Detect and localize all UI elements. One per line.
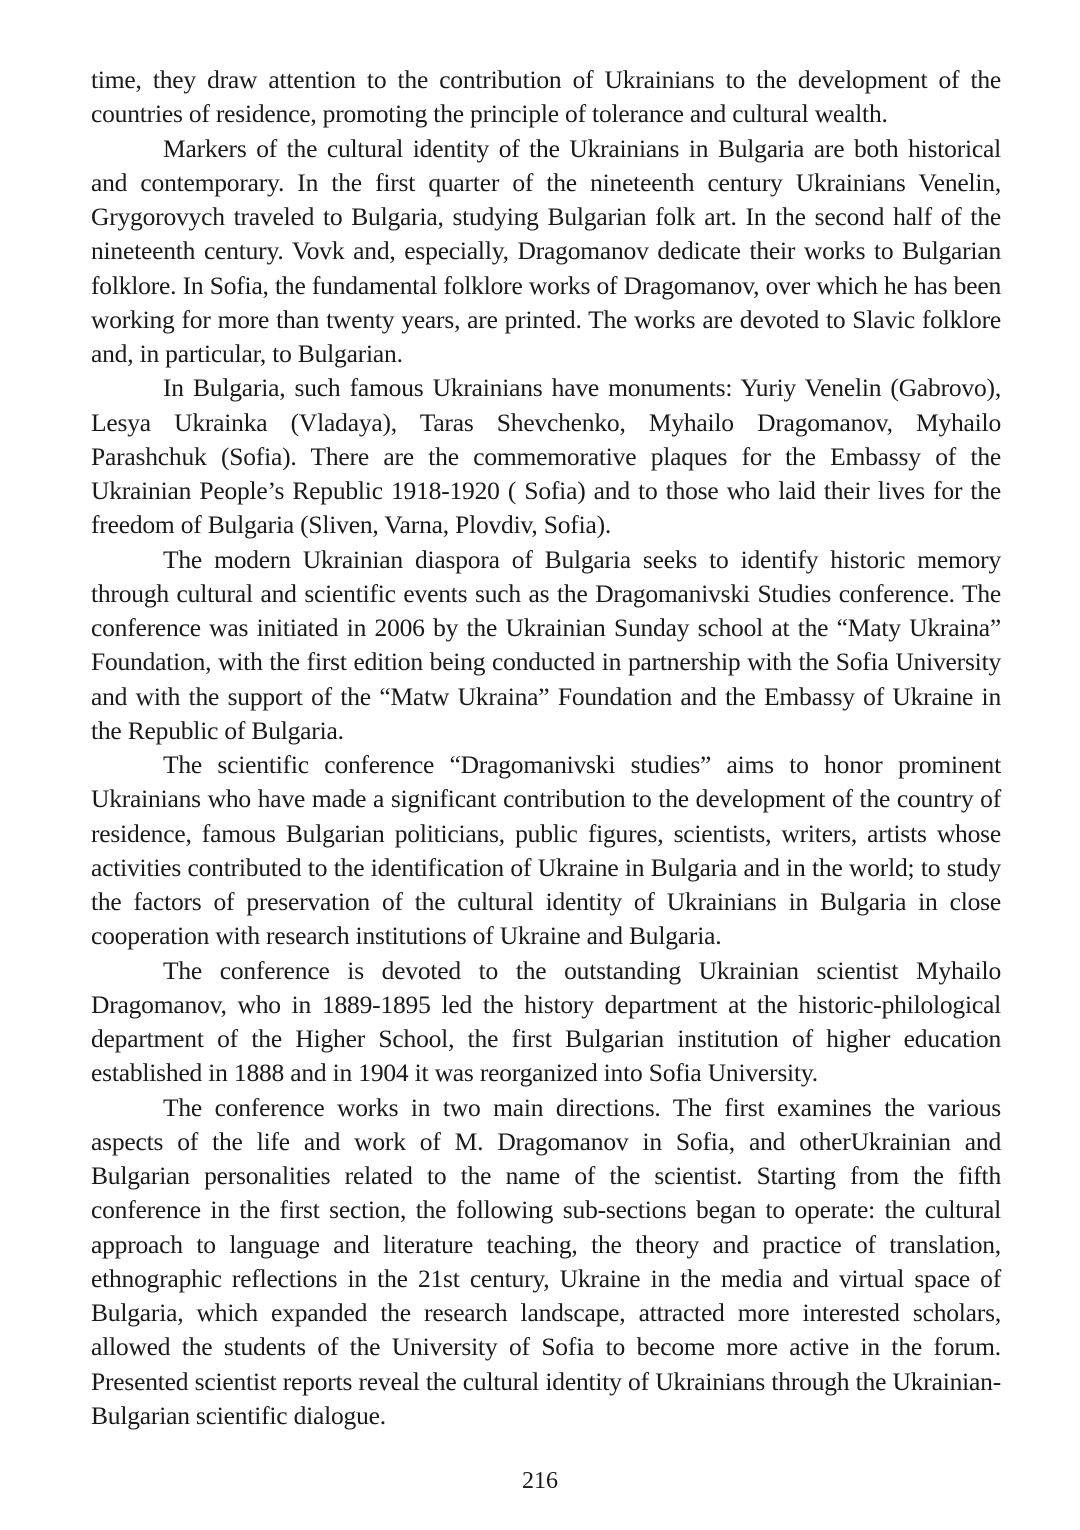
page-number: 216: [522, 1468, 558, 1494]
paragraph-markers-identity: Markers of the cultural identity of the Ukrainians in Bulgaria are both historical and contemporary. In the first quarter of the nineteenth century Ukrainians Venelin, Grygorovych traveled to Bulgaria, studying Bulgarian folk art. In the second half of the nineteenth century. Vovk and, especially, Dragomanov dedicate their works to Bulgarian folklore. In Sofia, the fundamental folklore works of Dragomanov, over which he has been working for more than twenty years, are printed. The works are devoted to Slavic folklore and, in particular, to Bulgarian.: [91, 133, 1001, 368]
paragraph-directions: The conference works in two main directions. The first examines the various aspects of the life and work of M. Dragomanov in Sofia, and otherUkrainian and Bulgarian personalities related to the name of the scientist. Starting from the fifth conference in the first section, the following sub-sections began to operate: the cultural approach to language and literature teaching, the theory and practice of translation, ethnographic reflections in the 21st century, Ukraine in the media and virtual space of Bulgaria, which expanded the research landscape, attracted more interested scholars, allowed the students of the University of Sofia to become more active in the forum. Presented scientist reports reveal the cultural identity of Ukrainians through the Ukrainian-Bulgarian scientific dialogue.: [91, 1092, 1001, 1430]
paragraph-diaspora: The modern Ukrainian diaspora of Bulgaria seeks to identify historic memory through cultural and scientific events such as the Dragomanivski Studies conference. The conference was initiated in 2006 by the Ukrainian Sunday school at the “Maty Ukraina” Foundation, with the first edition being conducted in partnership with the Sofia University and with the support of the “Matw Ukraina” Foundation and the Embassy of Ukraine in the Republic of Bulgaria.: [91, 544, 1001, 745]
body-text: [91, 63, 1001, 1433]
paragraph-conference-aims: The scientific conference “Dragomanivski studies” aims to honor prominent Ukrainians who have made a significant contribution to the development of the country of residence, famous Bulgarian politicians, public figures, scientists, writers, artists whose activities contributed to the identification of Ukraine in Bulgaria and in the world; to study the factors of preservation of the cultural identity of Ukrainians in Bulgaria in close cooperation with research institutions of Ukraine and Bulgaria.: [91, 750, 1001, 951]
paragraph-continued: time, they draw attention to the contribution of Ukrainians to the development of the countries of residence, promoting the principle of tolerance and cultural wealth.: [91, 65, 1001, 129]
paragraph-monuments: In Bulgaria, such famous Ukrainians have monuments: Yuriy Venelin (Gabrovo), Lesya Ukrainka (Vladaya), Taras Shevchenko, Myhailo Dragomanov, Myhailo Parashchuk (Sofia). There are the commemorative plaques for the Embassy of the Ukrainian People’s Republic 1918-1920 ( Sofia) and to those who laid their lives for the freedom of Bulgaria (Sliven, Varna, Plovdiv, Sofia).: [91, 373, 1001, 540]
paragraph-dragomanov: The conference is devoted to the outstanding Ukrainian scientist Myhailo Dragomanov, who in 1889-1895 led the history department at the historic-philological department of the Higher School, the first Bulgarian institution of higher education established in 1888 and in 1904 it was reorganized into Sofia University.: [91, 955, 1001, 1088]
